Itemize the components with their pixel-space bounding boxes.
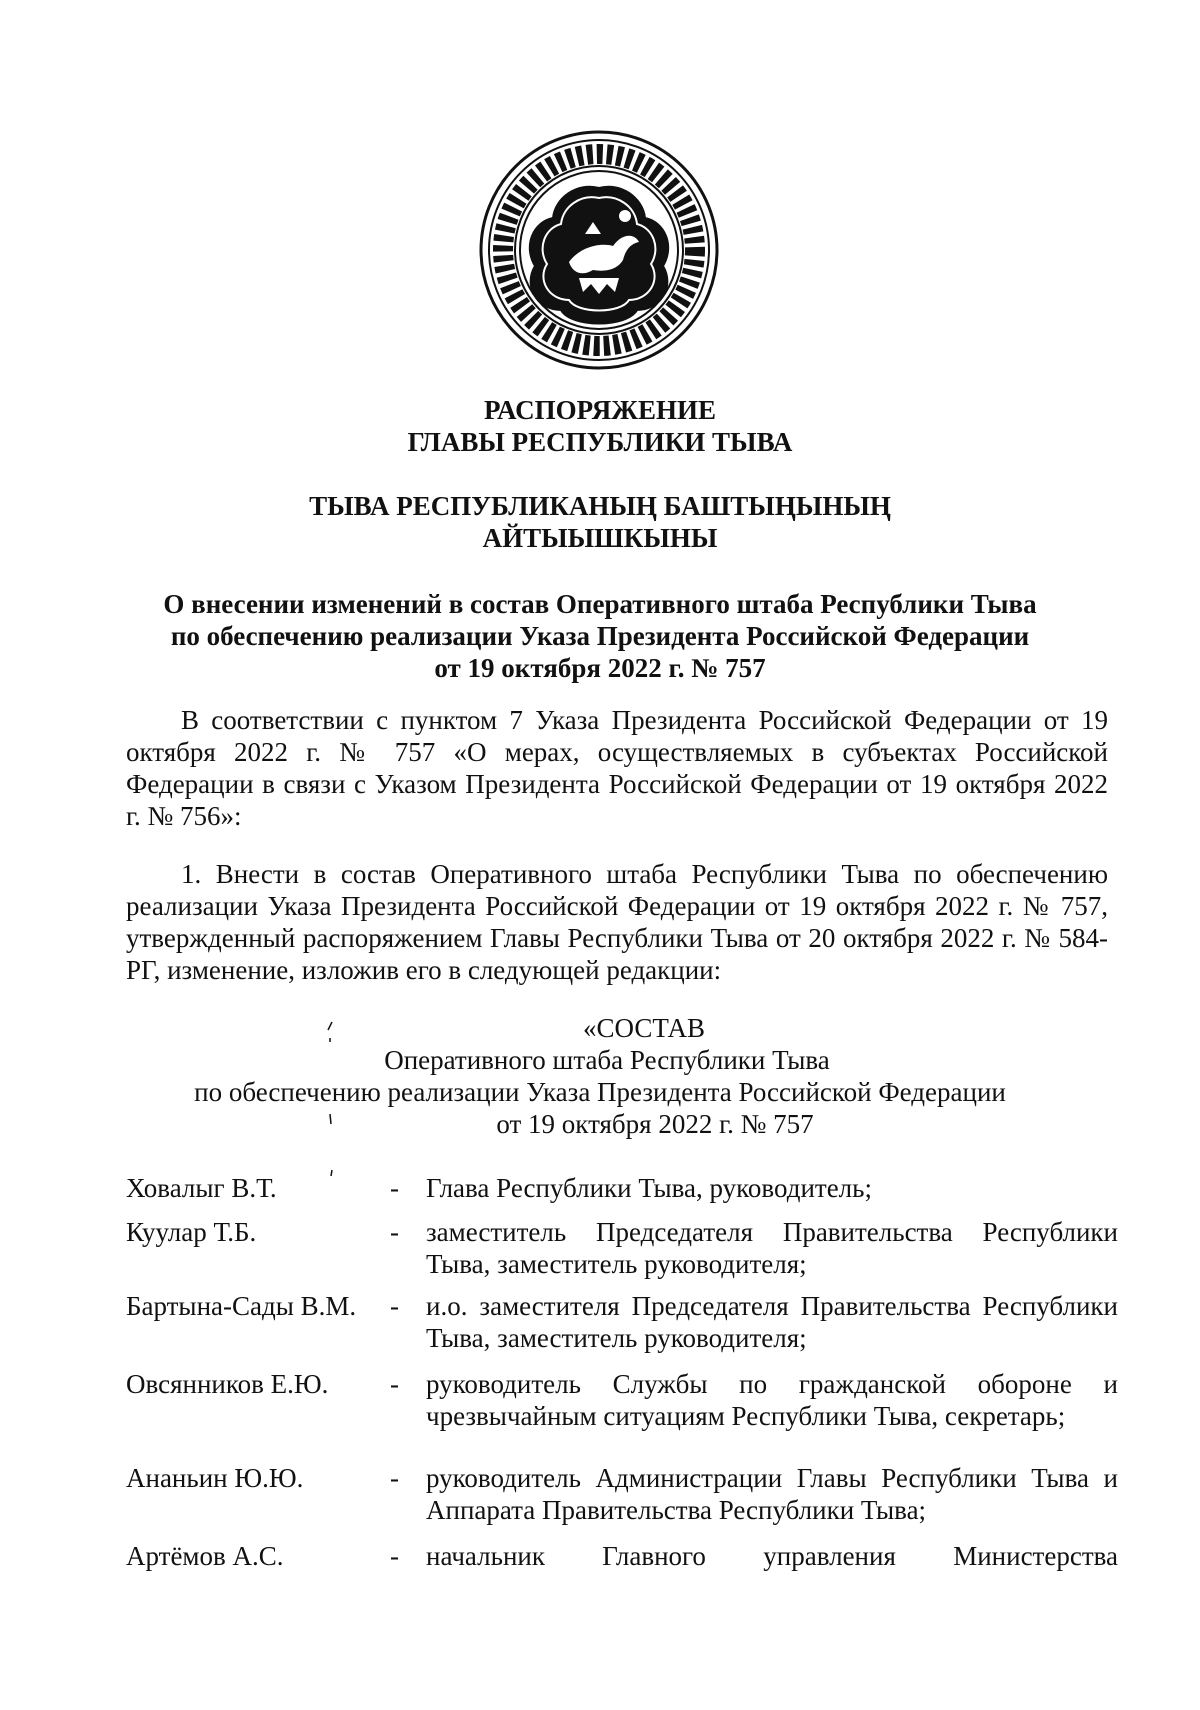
member-name: Бартына-Сады В.М. [126, 1291, 357, 1321]
member-dash: - [390, 1291, 399, 1321]
member-dash: - [390, 1463, 399, 1493]
coat-of-arms-emblem [477, 128, 721, 372]
composition-title: «СОСТАВ [582, 1013, 705, 1043]
preamble-paragraph [126, 704, 1108, 832]
scan-marks-icon [320, 1020, 340, 1180]
member-role: и.о. заместителя Председателя Правительства Республики Тыва, заместитель руководителя; [426, 1291, 1118, 1353]
doc-type-tyva-line2: АЙТЫЫШКЫНЫ [482, 523, 718, 553]
member-role: руководитель Службы по гражданской обороне и чрезвычайным ситуациям Республики Тыва, секретарь; [426, 1369, 1118, 1431]
member-role: Глава Республики Тыва, руководитель; [426, 1173, 872, 1203]
member-dash: - [390, 1173, 399, 1203]
emblem-icon [477, 128, 721, 372]
member-row [126, 1462, 1118, 1526]
members-list [126, 1172, 1118, 1572]
member-dash: - [390, 1217, 399, 1247]
composition-line-4: от 19 октября 2022 г. № 757 [496, 1109, 814, 1139]
member-role: руководитель Администрации Главы Республики Тыва и Аппарата Правительства Республики Тыва; [426, 1463, 1118, 1525]
member-row [126, 1216, 1118, 1280]
document-title-tyva [120, 490, 1080, 554]
member-role: заместитель Председателя Правительства Республики Тыва, заместитель руководителя; [426, 1217, 1118, 1279]
subject-line-1: О внесении изменений в состав Оперативного штаба Республики Тыва [163, 589, 1037, 619]
member-dash: - [390, 1369, 399, 1399]
clause-1-text: 1. Внести в состав Оперативного штаба Республики Тыва по обеспечению реализации Указа Президента Российской Федерации от 19 октября 2022 г. № 757, утвержденный распоряжением Главы Республики Тыва от 20 октября 2022 г. № 584-РГ, изменение, изложив его в следующей редакции: [126, 859, 1108, 985]
member-row [126, 1172, 1118, 1204]
composition-line-2: Оперативного штаба Республики Тыва [384, 1045, 830, 1075]
member-role: начальник Главного управления Министерства [426, 1541, 1118, 1571]
clause-1-paragraph [126, 858, 1108, 986]
issuer-label: ГЛАВЫ РЕСПУБЛИКИ ТЫВА [407, 427, 793, 457]
doc-type-tyva-line1: ТЫВА РЕСПУБЛИКАНЫҢ БАШТЫҢЫНЫҢ [309, 491, 891, 521]
member-row [126, 1368, 1118, 1432]
composition-heading [120, 1012, 1080, 1140]
member-name: Ананьин Ю.Ю. [126, 1463, 304, 1493]
composition-line-3: по обеспечению реализации Указа Президента Российской Федерации [194, 1077, 1006, 1107]
subject-line-2: по обеспечению реализации Указа Президента Российской Федерации [170, 621, 1030, 651]
member-row [126, 1540, 1118, 1572]
document-title-russian [120, 394, 1080, 458]
member-row [126, 1290, 1118, 1354]
document-subject [100, 588, 1100, 684]
subject-line-3: от 19 октября 2022 г. № 757 [434, 653, 766, 683]
preamble-text: В соответствии с пунктом 7 Указа Президента Российской Федерации от 19 октября 2022 г. № 757 «О мерах, осуществляемых в субъектах Российской Федерации в связи с Указом Президента Российской Федерации от 19 октября 2022 г. № 756»: [126, 705, 1108, 831]
member-name: Овсянников Е.Ю. [126, 1369, 329, 1399]
member-name: Ховалыг В.Т. [126, 1173, 277, 1203]
member-name: Артёмов А.С. [126, 1541, 284, 1571]
member-name: Куулар Т.Б. [126, 1217, 257, 1247]
doc-type-label: РАСПОРЯЖЕНИЕ [483, 395, 717, 425]
member-dash: - [390, 1541, 399, 1571]
